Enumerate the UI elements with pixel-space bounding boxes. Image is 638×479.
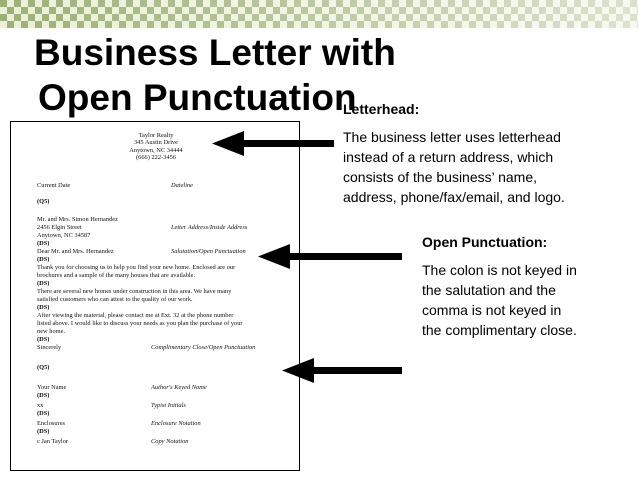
enclosure: Enclosures — [37, 420, 66, 427]
salutation: Dear Mr. and Mrs. Hernandez — [37, 248, 114, 255]
letterhead-heading: Letterhead: — [343, 101, 420, 117]
salutation-label: Salutation/Open Punctuation — [171, 248, 246, 255]
callout-line: address, phone/fax/email, and logo. — [343, 189, 565, 205]
spacing-mark: (Q5) — [37, 198, 50, 205]
author-label: Author's Keyed Name — [151, 384, 207, 391]
spacing-mark: (DS) — [37, 336, 50, 343]
spacing-mark: (DS) — [37, 392, 50, 399]
body-line: Thank you for choosing us to help you find your new home. Enclosed are our — [37, 264, 236, 271]
author-name: Your Name — [37, 384, 67, 391]
arrow-close — [282, 358, 402, 383]
open-punctuation-heading: Open Punctuation: — [422, 234, 548, 250]
enclosure-label: Enclosure Notation — [151, 420, 201, 427]
letterhead-line: (666) 222-3456 — [136, 154, 176, 162]
dateline: Current Date — [37, 182, 71, 189]
callout-line: The business letter uses letterhead — [343, 129, 561, 145]
spacing-mark: (DS) — [37, 304, 50, 311]
spacing-mark: (DS) — [37, 240, 50, 247]
address-line: Anytown, NC 34587 — [37, 232, 91, 239]
body-line: new home. — [37, 328, 66, 335]
address-label: Letter Address/Inside Address — [171, 224, 248, 231]
copy-label: Copy Notation — [151, 438, 189, 445]
letterhead-line: Anytown, NC 34444 — [129, 146, 183, 154]
title-line-1: Business Letter with — [34, 32, 396, 73]
callout-line: the complimentary close. — [422, 322, 577, 338]
spacing-mark: (DS) — [37, 280, 50, 287]
callout-line: instead of a return address, which — [343, 149, 554, 165]
complimentary-close: Sincerely — [37, 344, 62, 351]
body-line: listed above. I would like to discuss your needs as you plan the purchase of your — [37, 320, 243, 327]
body-line: After viewing the material, please contact me at Ext. 32 at the phone number — [37, 312, 234, 319]
callout-line: The colon is not keyed in — [422, 262, 577, 278]
title-line-2: Open Punctuation — [38, 77, 357, 118]
dateline-label: Dateline — [171, 182, 194, 189]
address-line: Mr. and Mrs. Simon Hernandez — [37, 216, 118, 223]
address-line: 2456 Elgin Street — [37, 224, 82, 231]
spacing-mark: (Q5) — [37, 364, 50, 371]
spacing-mark: (DS) — [37, 410, 50, 417]
close-label: Complimentary Close/Open Punctuation — [151, 344, 256, 351]
callout-line: comma is not keyed in — [422, 302, 562, 318]
callout-line: consists of the business’ name, — [343, 169, 538, 185]
letterhead-line: Taylor Realty — [138, 132, 174, 139]
body-line: There are several new homes under construction in this area. We have many — [37, 288, 232, 295]
spacing-mark: (DS) — [37, 256, 50, 263]
copy-notation: c Jan Taylor — [37, 438, 69, 445]
arrow-letterhead — [212, 131, 334, 156]
callout-line: the salutation and the — [422, 282, 556, 298]
spacing-mark: (DS) — [37, 428, 50, 435]
letterhead-line: 345 Austin Drive — [133, 139, 179, 147]
body-line: brochures and a sample of the many houses that are available. — [37, 272, 196, 279]
typist-initials: xx — [37, 402, 44, 409]
arrow-salutation — [258, 244, 402, 269]
body-line: satisfied customers who can attest to the quality of our work. — [37, 296, 193, 303]
initials-label: Typist Initials — [151, 402, 186, 409]
